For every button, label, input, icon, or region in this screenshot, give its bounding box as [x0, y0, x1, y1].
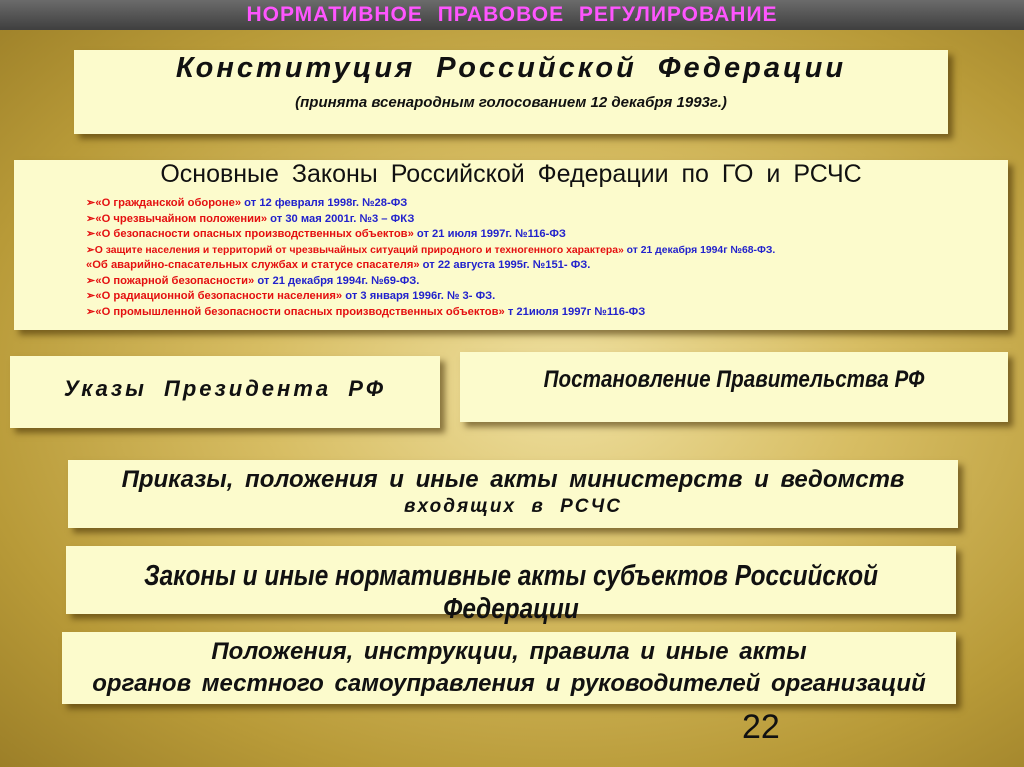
- regional-laws-title: Законы и иные нормативные акты субъектов Российской Федерации: [143, 560, 879, 625]
- arrow-bullet-icon: ➢: [86, 305, 96, 318]
- law-list: [86, 196, 775, 320]
- law-name: «О гражданской обороне»: [95, 197, 242, 209]
- law-item: [86, 212, 775, 228]
- law-date: от 21 июля 1997г. №116-ФЗ: [413, 228, 566, 240]
- arrow-bullet-icon: ➢: [86, 290, 96, 302]
- regional-laws-box: [66, 546, 956, 625]
- page-number: 22: [742, 708, 780, 746]
- constitution-subtitle: (принята всенародным голосованием 12 декабря 1993г.): [295, 94, 727, 111]
- law-item: [86, 305, 775, 321]
- local-acts-line1: Положения, инструкции, правила и иные акты: [211, 638, 807, 665]
- ministry-orders-line1: Приказы, положения и иные акты министерств и ведомств: [121, 466, 905, 493]
- presidential-decrees-box: [10, 356, 440, 428]
- ministry-orders-box: [68, 460, 958, 528]
- law-name: «О чрезвычайном положении»: [95, 212, 268, 225]
- law-date: от 21 декабря 1994г. №69-ФЗ.: [254, 274, 420, 287]
- law-name: «О пожарной безопасности»: [95, 274, 255, 287]
- government-resolution-title: Постановление Правительства РФ: [543, 366, 925, 393]
- law-item: [86, 196, 775, 212]
- law-name: «О промышленной безопасности опасных производственных объектов»: [95, 305, 505, 318]
- presidential-decrees-title: Указы Президента РФ: [63, 376, 387, 401]
- law-item: [86, 243, 775, 259]
- law-name: «О безопасности опасных производственных объектов»: [95, 228, 414, 240]
- ministry-orders-line2: входящих в РСЧС: [404, 496, 622, 517]
- law-name: «О радиационной безопасности населения»: [95, 290, 343, 302]
- local-acts-box: [62, 632, 956, 704]
- law-item: [86, 227, 775, 243]
- law-date: от 3 января 1996г. № 3- ФЗ.: [342, 290, 496, 302]
- law-item: [86, 274, 775, 290]
- law-date: от 30 мая 2001г. №3 – ФКЗ: [267, 212, 415, 225]
- arrow-bullet-icon: ➢: [86, 274, 96, 287]
- government-resolution-box: [460, 352, 1008, 422]
- arrow-bullet-icon: ➢: [86, 197, 96, 209]
- slide-title: НОРМАТИВНОЕ ПРАВОВОЕ РЕГУЛИРОВАНИЕ: [0, 0, 1024, 30]
- arrow-bullet-icon: ➢: [86, 244, 95, 256]
- law-date: т 21июля 1997г №116-ФЗ: [504, 305, 646, 318]
- federal-laws-title: Основные Законы Российской Федерации по ГО и РСЧС: [160, 160, 862, 188]
- arrow-bullet-icon: ➢: [86, 228, 96, 240]
- constitution-title: Конституция Российской Федерации: [175, 52, 847, 84]
- law-name: О защите населения и территорий от чрезвычайных ситуаций природного и техногенного характера»: [94, 244, 624, 256]
- law-date: от 21 декабря 1994г №68-ФЗ.: [623, 244, 776, 256]
- federal-laws-box: [14, 160, 1008, 330]
- law-name: «Об аварийно-спасательных службах и статусе спасателя»: [86, 259, 420, 271]
- arrow-bullet-icon: ➢: [86, 212, 96, 225]
- law-item: [86, 289, 775, 305]
- law-date: от 22 августа 1995г. №151- ФЗ.: [419, 259, 591, 271]
- law-date: от 12 февраля 1998г. №28-ФЗ: [241, 197, 408, 209]
- local-acts-line2: органов местного самоуправления и руководителей организаций: [92, 670, 926, 697]
- constitution-box: [74, 50, 948, 134]
- law-item: [86, 258, 775, 274]
